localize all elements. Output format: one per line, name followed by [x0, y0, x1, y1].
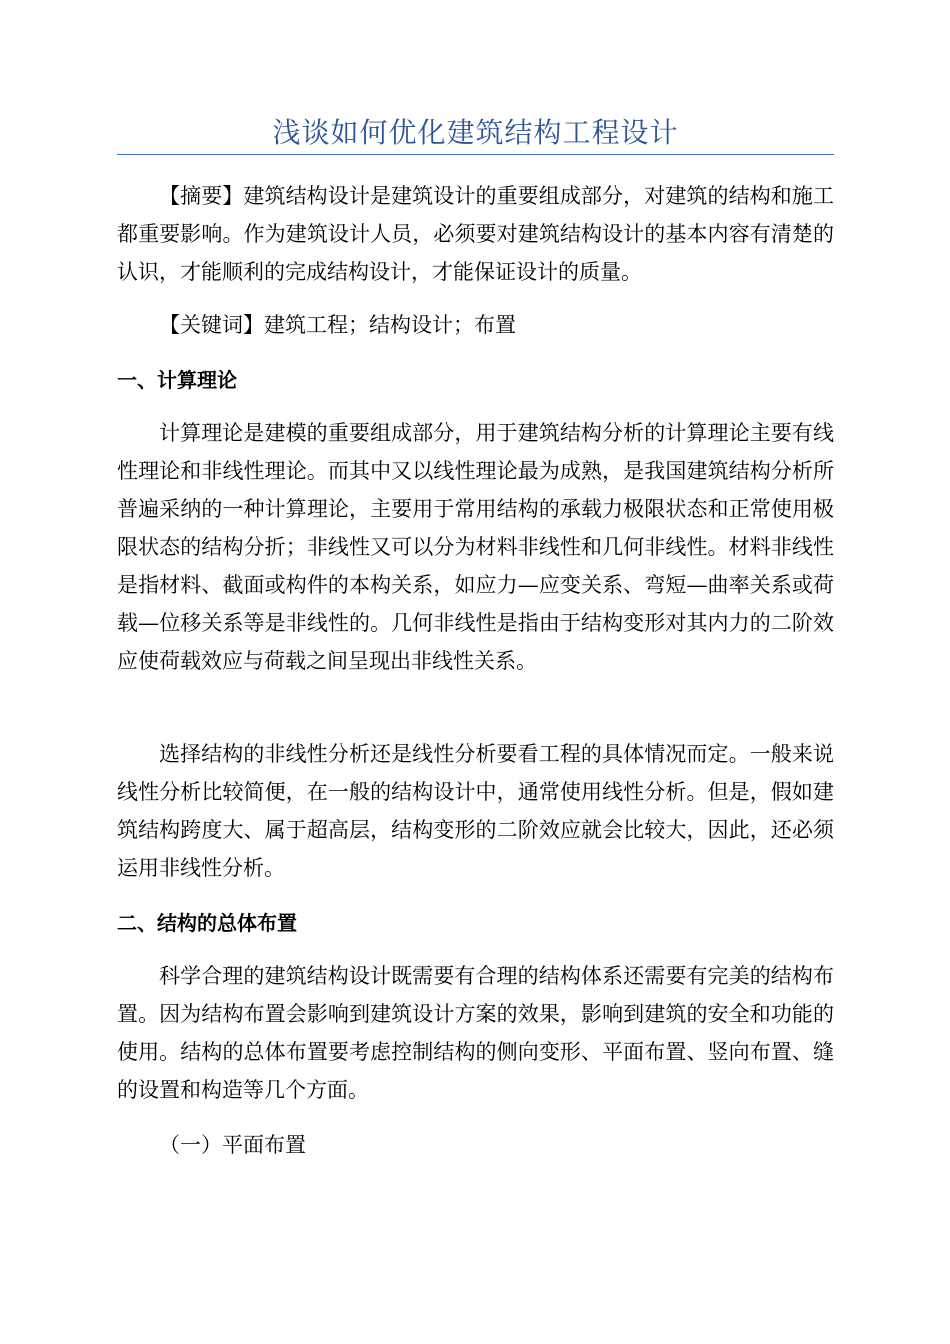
section-1-paragraph-1: 计算理论是建模的重要组成部分，用于建筑结构分析的计算理论主要有线性理论和非线性理论。而其中又以线性理论最为成熟，是我国建筑结构分析所普遍采纳的一种计算理论，主要用于常用结构的承载力极限状态和正常使用极限状态的结构分折；非线性又可以分为材料非线性和几何非线性。材料非线性是指材料、截面或构件的本构关系，如应力—应变关系、弯短—曲率关系或荷载—位移关系等是非线性的。几何非线性是指由于结构变形对其内力的二阶效应使荷载效应与荷载之间呈现出非线性关系。: [117, 421, 834, 673]
keywords-paragraph: 【关键词】建筑工程；结构设计；布置: [159, 313, 516, 337]
section-2-paragraph-1: 科学合理的建筑结构设计既需要有合理的结构体系还需要有完美的结构布置。因为结构布置会影响到建筑设计方案的效果，影响到建筑的安全和功能的使用。结构的总体布置要考虑控制结构的侧向变形、平面布置、竖向布置、缝的设置和构造等几个方面。: [117, 964, 834, 1102]
section-1-paragraph-2: 选择结构的非线性分析还是线性分析要看工程的具体情况而定。一般来说线性分析比较简便，在一般的结构设计中，通常使用线性分析。但是，假如建筑结构跨度大、属于超高层，结构变形的二阶效应就会比较大，因此，还必须运用非线性分析。: [117, 742, 834, 880]
title-underline: [117, 154, 834, 155]
section-heading-overall-layout: 二、结构的总体布置: [117, 911, 297, 935]
abstract-paragraph: 【摘要】建筑结构设计是建筑设计的重要组成部分，对建筑的结构和施工都重要影响。作为建筑设计人员，必须要对建筑结构设计的基本内容有清楚的认识，才能顺利的完成结构设计，才能保证设计的质量。: [117, 184, 834, 284]
section-heading-calculation-theory: 一、计算理论: [117, 368, 237, 392]
document-title: 浅谈如何优化建筑结构工程设计: [272, 116, 679, 149]
subsection-heading-plane-layout: （一）平面布置: [159, 1133, 306, 1157]
